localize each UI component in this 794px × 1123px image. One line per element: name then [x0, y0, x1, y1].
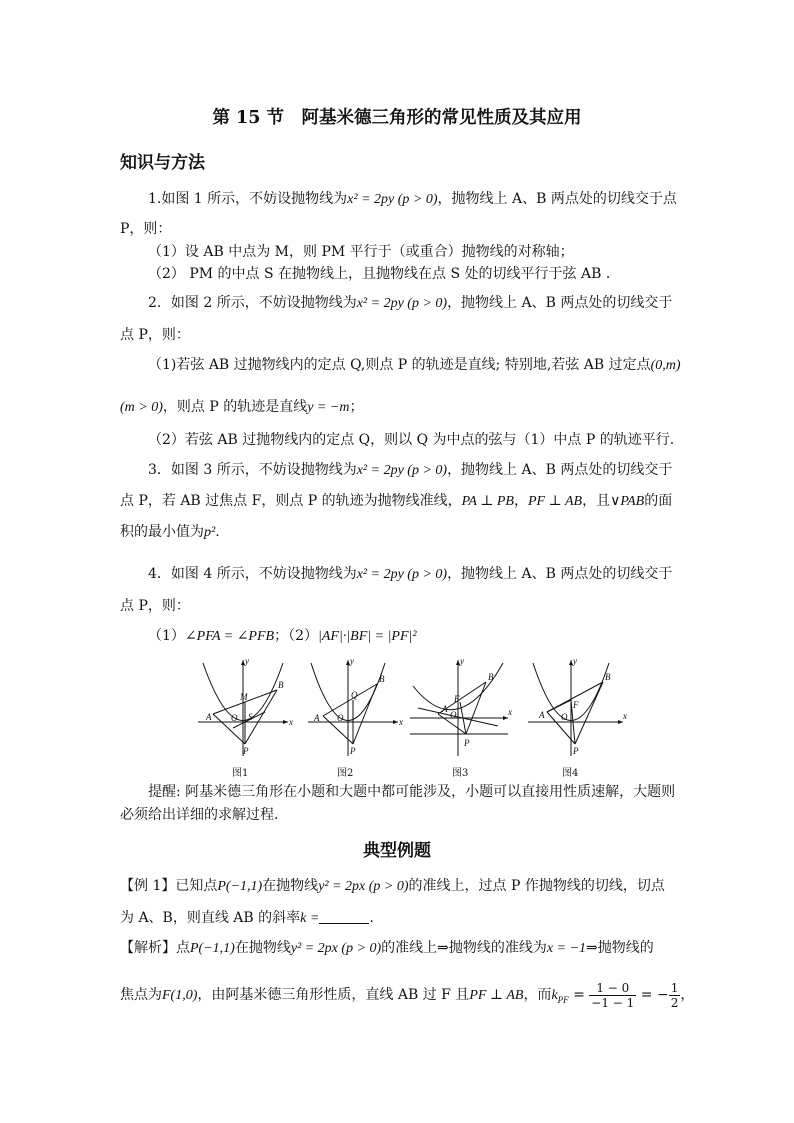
figures-row	[193, 658, 633, 762]
label-x: x	[623, 711, 627, 721]
figure-4	[528, 658, 627, 756]
x-arrow	[283, 720, 288, 724]
segment-af	[547, 700, 571, 712]
p1-item1: （1）设 AB 中点为 M，则 PM 平行于（或重合）抛物线的对称轴；	[148, 244, 574, 260]
caption-fig4: 图4	[562, 768, 579, 779]
tangent-a	[213, 714, 245, 744]
label-o: O	[337, 713, 344, 723]
label-x: x	[399, 717, 403, 727]
label-o: O	[231, 713, 238, 723]
p2-item1: （1)若弦 AB 过抛物线内的定点 Q,则点 P 的轨迹是直线; 特别地,若弦 AB 过定点(0,m)	[148, 357, 681, 373]
label-p: P	[573, 746, 579, 756]
label-f: F	[454, 694, 460, 704]
p3-line3: 积的最小值为p².	[120, 524, 220, 540]
p4-line2: 点 P，则：	[120, 598, 190, 614]
p2-item1-cont: (m > 0)，则点 P 的轨迹是直线y = −m；	[120, 399, 364, 415]
label-y: y	[350, 658, 354, 666]
p3-line2: 点 P，若 AB 过焦点 F，则点 P 的轨迹为抛物线准线，PA ⊥ PB，PF ⊥ AB，且∨PAB的面	[120, 493, 673, 509]
p1-line2: P，则：	[120, 221, 172, 237]
caption-fig3: 图3	[452, 768, 469, 779]
label-x: x	[289, 717, 293, 727]
label-a: A	[539, 710, 545, 720]
label-a: A	[206, 712, 212, 722]
label-q: Q	[351, 690, 358, 700]
section-heading-knowledge: 知识与方法	[120, 153, 205, 173]
label-a: A	[442, 704, 448, 714]
example1-line2: 为 A、B，则直线 AB 的斜率k = .	[120, 910, 374, 926]
p1-item2: （2） PM 的中点 S 在抛物线上，且抛物线在点 S 处的切线平行于弦 AB .	[148, 266, 611, 282]
label-p: P	[350, 746, 356, 756]
fraction-slope: $\frac{1 - 0}{-1 - 1}$	[591, 980, 635, 1010]
figure-3	[410, 658, 512, 756]
tip-line2: 必须给出详细的求解过程.	[120, 807, 279, 823]
caption-fig1: 图1	[232, 768, 249, 779]
x-arrow	[393, 720, 398, 724]
p2-line2: 点 P，则：	[120, 327, 190, 343]
p1-line1: 1.如图 1 所示，不妨设抛物线为x² = 2py (p > 0)，抛物线上 A、B 两点处的切线交于点	[148, 191, 677, 207]
label-x: x	[508, 707, 512, 717]
label-b: B	[605, 672, 611, 682]
p4-items: （1）∠PFA = ∠PFB；（2）|AF|·|BF| = |PF|²	[148, 628, 417, 644]
label-y: y	[245, 658, 249, 666]
label-f: F	[573, 700, 579, 710]
example1-line1: 【例 1】已知点P(−1,1)在抛物线y² = 2px (p > 0)的准线上，过点 P 作抛物线的切线，切点	[120, 878, 665, 894]
figure-1	[198, 658, 293, 756]
solution-line1: 【解析】点P(−1,1)在抛物线y² = 2px (p > 0)的准线上⇒抛物线的准线为x = −1⇒抛物线的	[120, 940, 654, 956]
section-heading-examples: 典型例题	[363, 841, 431, 861]
label-p: P	[243, 746, 249, 756]
caption-fig2: 图2	[337, 768, 354, 779]
label-b: B	[488, 672, 494, 682]
p3-line1: 3．如图 3 所示，不妨设抛物线为x² = 2py (p > 0)，抛物线上 A、B 两点处的切线交于	[148, 462, 673, 478]
page-title: 第 15 节 阿基米德三角形的常见性质及其应用	[212, 108, 582, 128]
label-b: B	[278, 680, 284, 690]
tangent-b	[575, 682, 603, 744]
p2-line1: 2．如图 2 所示，不妨设抛物线为x² = 2py (p > 0)，抛物线上 A、B 两点处的切线交于	[148, 295, 673, 311]
fraction-half: $\frac{1}{2}$	[670, 980, 679, 1010]
answer-blank[interactable]	[319, 909, 369, 924]
label-a: A	[314, 713, 320, 723]
label-y: y	[573, 658, 577, 666]
label-b: B	[379, 674, 385, 684]
figure-2	[308, 658, 403, 756]
solution-line2: 焦点为F(1,0)，由阿基米德三角形性质，直线 AB 过 F 且PF ⊥ AB，而$k_{PF}$ = $\frac{1 - 0}{-1 - 1}$ = − $\frac{1}{2}$ ，	[120, 980, 695, 1010]
tip-line1: 提醒: 阿基米德三角形在小题和大题中都可能涉及，小题可以直接用性质速解，大题则	[148, 784, 676, 800]
label-m: M	[240, 692, 248, 702]
tangent-b	[466, 682, 486, 734]
label-p: P	[464, 738, 470, 748]
label-o: O	[561, 712, 568, 722]
label-y: y	[460, 658, 464, 666]
p4-line1: 4．如图 4 所示，不妨设抛物线为x² = 2py (p > 0)，抛物线上 A、B 两点处的切线交于	[148, 566, 673, 582]
label-o: O	[450, 710, 457, 720]
p2-item2: （2）若弦 AB 过抛物线内的定点 Q，则以 Q 为中点的弦与（1）中点 P 的轨迹平行.	[148, 432, 675, 448]
chord-ab	[323, 684, 377, 716]
label-s: S	[248, 712, 253, 722]
